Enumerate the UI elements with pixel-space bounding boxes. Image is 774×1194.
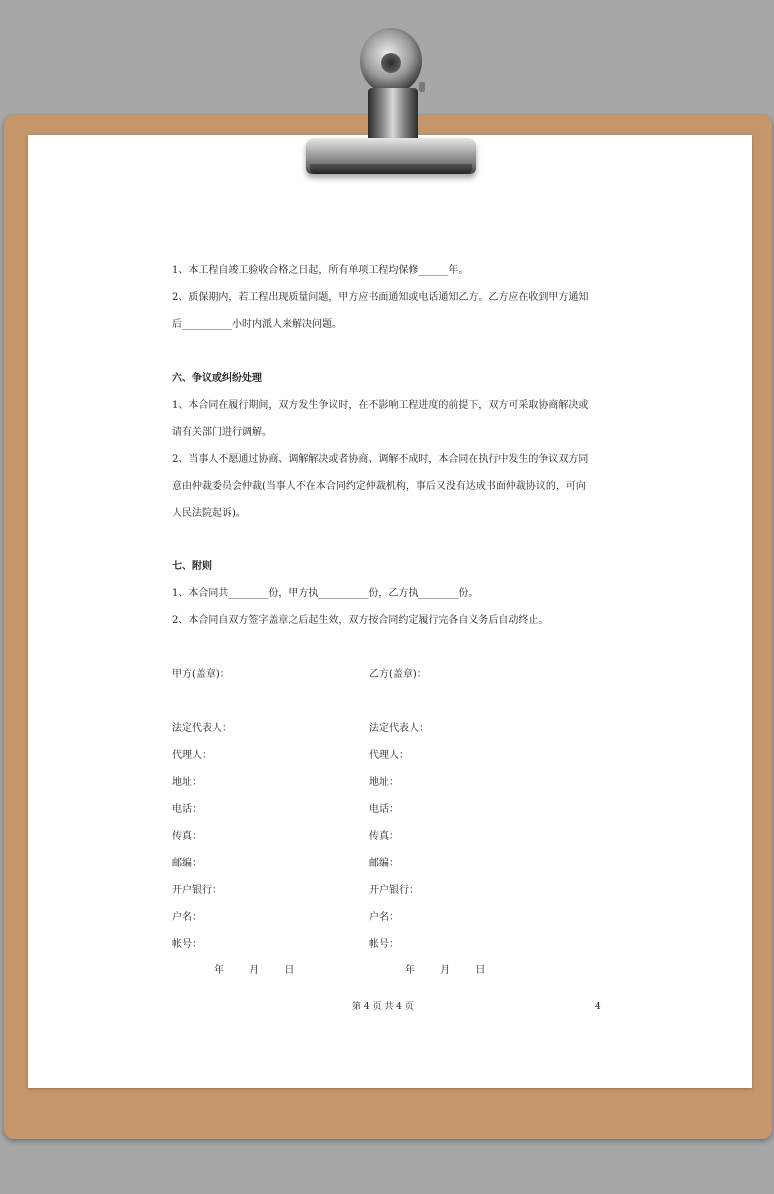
date-month: 月 [249,965,260,976]
party-b-seal-label: 乙方(盖章)： [369,669,427,680]
party-b-fax: 传真： [369,831,399,842]
dispute-clause-2-cont: 意由仲裁委员会仲裁(当事人不在本合同约定仲裁机构，事后又没有达成书面仲裁协议的，可向 [172,481,586,492]
party-a-fax: 传真： [172,831,202,842]
party-b-address: 地址： [369,777,399,788]
warranty-clause-2: 2、质保期内，若工程出现质量问题，甲方应书面通知或电话通知乙方。乙方应在收到甲方通知 [172,292,589,303]
party-a-seal-label: 甲方(盖章)： [172,669,230,680]
date-month: 月 [440,965,451,976]
party-b-account-number: 帐号： [369,939,399,950]
party-a-date [214,964,316,978]
dispute-clause-2-end: 人民法院起诉)。 [172,508,246,519]
appendix-clause-2: 2、本合同自双方签字盖章之后起生效，双方按合同约定履行完各自义务后自动终止。 [172,615,549,626]
party-b-agent: 代理人： [369,750,409,761]
warranty-clause-2-cont: 后__________小时内派人来解决问题。 [172,319,342,330]
date-year: 年 [214,965,224,976]
party-b-bank: 开户银行： [369,885,419,896]
clip-pin [419,82,425,92]
page-number: 4 [595,1002,601,1012]
party-a-address: 地址： [172,777,202,788]
section-heading-appendix: 七、附则 [172,561,212,572]
party-a-legal-rep: 法定代表人： [172,723,232,734]
party-b-legal-rep: 法定代表人： [369,723,429,734]
clip-neck [368,88,418,142]
date-year: 年 [405,965,415,976]
party-a-account-number: 帐号： [172,939,202,950]
clip-hole [381,53,401,73]
party-a-account-name: 户名： [172,912,202,923]
party-a-postcode: 邮编： [172,858,202,869]
party-b-account-name: 户名： [369,912,399,923]
page-footer-label: 第 4 页 共 4 页 [352,1002,414,1012]
party-b-phone: 电话： [369,804,399,815]
warranty-clause-1: 1、本工程自竣工验收合格之日起，所有单项工程均保修______年。 [172,265,469,276]
section-heading-dispute: 六、争议或纠纷处理 [172,373,262,384]
party-b-postcode: 邮编： [369,858,399,869]
appendix-clause-1: 1、本合同共________份，甲方执__________份，乙方执________份。 [172,588,479,599]
date-day: 日 [475,965,486,976]
dispute-clause-2: 2、当事人不愿通过协商、调解解决或者协商、调解不成时，本合同在执行中发生的争议双方同 [172,454,589,465]
party-b-date [405,964,507,978]
party-a-agent: 代理人： [172,750,212,761]
dispute-clause-1-cont: 请有关部门进行调解。 [172,427,272,438]
party-a-bank: 开户银行： [172,885,222,896]
date-day: 日 [284,965,295,976]
party-a-phone: 电话： [172,804,202,815]
clip-lip [310,164,472,174]
dispute-clause-1: 1、本合同在履行期间，双方发生争议时，在不影响工程进度的前提下，双方可采取协商解决或 [172,400,589,411]
